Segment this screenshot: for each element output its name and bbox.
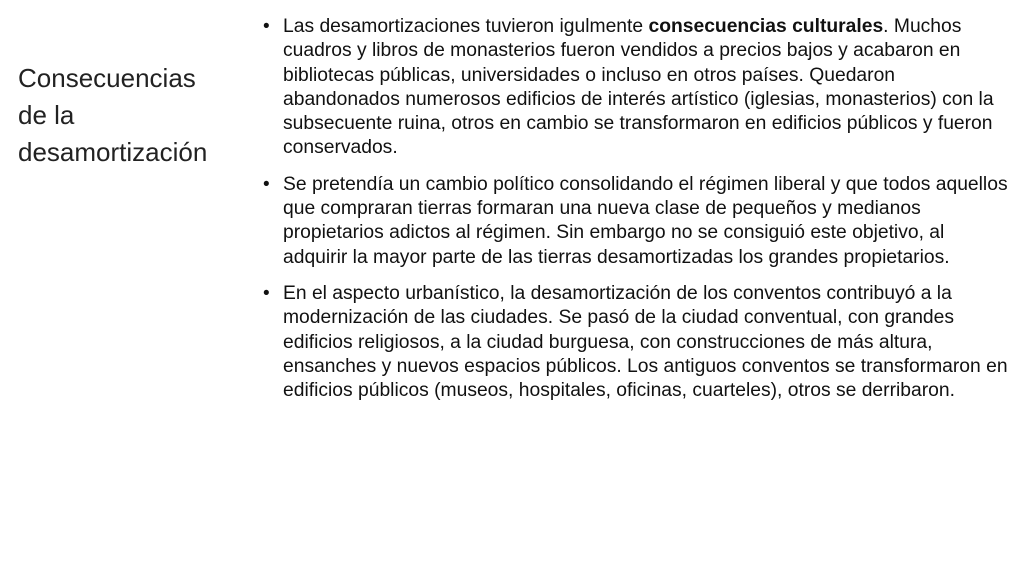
slide-title-line: desamortización (18, 137, 208, 167)
bullet-text: En el aspecto urbanístico, la desamortización de los conventos contribuyó a la modernización de las ciudades. Se pasó de la ciudad conventual, con grandes edificios religiosos, a la ciudad burguesa, con construcciones de más altura, ensanches y nuevos espacios públicos. Los antiguos conventos se transformaron en edificios públicos (museos, hospitales, oficinas, cuarteles), otros se derribaron. (283, 282, 1008, 402)
bullet-dot-icon: • (263, 173, 270, 195)
bullet-list (262, 15, 1010, 415)
bullet-item (262, 282, 1010, 403)
slide-title (18, 60, 258, 171)
slide-title-line: Consecuencias (18, 63, 196, 93)
slide-title-line: de la (18, 100, 75, 130)
bullet-text: Las desamortizaciones tuvieron igulmente (283, 16, 649, 37)
bullet-item (262, 15, 1010, 161)
bullet-dot-icon: • (263, 282, 270, 304)
bullet-dot-icon: • (263, 16, 270, 37)
bullet-emphasis: consecuencias culturales (648, 16, 884, 37)
bullet-item (262, 173, 1010, 270)
bullet-text: Se pretendía un cambio político consolidando el régimen liberal y que todos aquellos que compraran tierras formaran una nueva clase de pequeños y medianos propietarios adictos al régimen. Sin embargo no se consiguió este objetivo, al adquirir la mayor parte de las tierras desamortizadas los grandes propietarios. (283, 173, 1008, 268)
bullet-text: . Muchos cuadros y libros de monasterios fueron vendidos a precios bajos y acabaron en bibliotecas públicas, universidades o incluso en otros países. Quedaron abandonados numerosos edificios de interés artístico (iglesias, monasterios) con la subsecuente ruina, otros en cambio se transformaron en edificios públicos y fueron conservados. (283, 16, 994, 159)
